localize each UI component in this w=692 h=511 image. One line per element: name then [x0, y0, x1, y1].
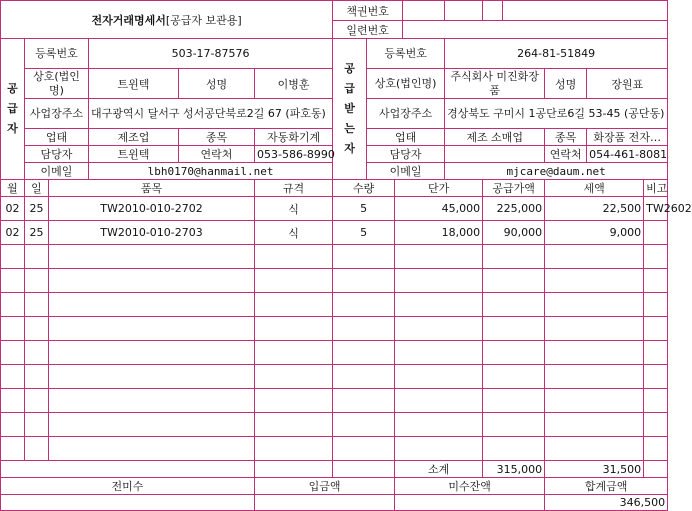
book-number-label: 책권번호 [333, 1, 403, 21]
subtotal-blank-3 [333, 461, 395, 478]
item-spec [255, 269, 333, 293]
supplier-email: lbh0170@hanmail.net [89, 163, 333, 180]
receiver-company: 주식회사 미진화장품 [445, 69, 545, 99]
receiver-phone-label: 연락처 [545, 146, 587, 163]
total-value: 346,500 [545, 495, 668, 511]
item-unit-price: 18,000 [395, 221, 483, 245]
item-product [49, 341, 255, 365]
receiver-manager-label: 담당자 [367, 146, 445, 163]
book-number-cell-1 [403, 1, 445, 21]
balance-label: 미수잔액 [395, 478, 545, 495]
footer-value-row [1, 495, 668, 511]
item-spec [255, 245, 333, 269]
receiver-phone: 054-461-8081 [587, 146, 668, 163]
supplier-address-label: 사업장주소 [25, 99, 89, 129]
col-month: 월 [1, 180, 25, 197]
supplier-reg-label: 등록번호 [25, 39, 89, 69]
item-unit-price [395, 413, 483, 437]
item-month: 02 [1, 197, 25, 221]
item-note [644, 293, 668, 317]
receiver-side-label: 공 급 받 는 자 [333, 39, 367, 180]
supplier-manager: 트윈텍 [89, 146, 179, 163]
item-supply [483, 341, 545, 365]
item-supply [483, 365, 545, 389]
supplier-phone-label: 연락처 [179, 146, 255, 163]
receiver-company-label: 상호(법인명) [367, 69, 445, 99]
item-row [1, 317, 668, 341]
total-label: 합계금액 [545, 478, 668, 495]
unpaid-value [1, 495, 255, 511]
receiver-item: 화장품 전자… [587, 129, 668, 146]
item-note [644, 341, 668, 365]
item-qty [333, 269, 395, 293]
item-unit-price [395, 269, 483, 293]
item-day: 25 [25, 221, 49, 245]
item-unit-price [395, 341, 483, 365]
subtotal-supply: 315,000 [483, 461, 545, 478]
item-row [1, 197, 668, 221]
supplier-reg-no: 503-17-87576 [89, 39, 333, 69]
col-spec: 규격 [255, 180, 333, 197]
paid-label: 입금액 [255, 478, 395, 495]
receiver-address: 경상북도 구미시 1공단로6길 53-45 (공단동) [445, 99, 668, 129]
item-tax: 9,000 [545, 221, 644, 245]
item-note [644, 413, 668, 437]
item-tax [545, 293, 644, 317]
item-qty [333, 341, 395, 365]
item-day [25, 389, 49, 413]
supplier-side-label: 공 급 자 [1, 39, 25, 180]
item-row [1, 389, 668, 413]
item-spec [255, 317, 333, 341]
book-number-cell-3 [483, 1, 503, 21]
item-product [49, 389, 255, 413]
item-tax [545, 245, 644, 269]
item-product [49, 365, 255, 389]
item-supply [483, 293, 545, 317]
supplier-business-label: 업태 [25, 129, 89, 146]
item-unit-price [395, 437, 483, 461]
supplier-manager-label: 담당자 [25, 146, 89, 163]
item-month [1, 269, 25, 293]
receiver-email: mjcare@daum.net [445, 163, 668, 180]
receiver-email-label: 이메일 [367, 163, 445, 180]
item-supply [483, 413, 545, 437]
item-note: TW2602 [644, 197, 668, 221]
item-day [25, 293, 49, 317]
items-header-row [1, 180, 668, 197]
book-number-rest [503, 1, 668, 21]
balance-value [395, 495, 545, 511]
item-note [644, 317, 668, 341]
supplier-item-label: 종목 [179, 129, 255, 146]
item-unit-price: 45,000 [395, 197, 483, 221]
item-supply [483, 317, 545, 341]
item-supply [483, 389, 545, 413]
item-month [1, 437, 25, 461]
item-row [1, 365, 668, 389]
item-row [1, 245, 668, 269]
receiver-business-label: 업태 [367, 129, 445, 146]
item-product [49, 245, 255, 269]
item-unit-price [395, 293, 483, 317]
paid-value [255, 495, 395, 511]
item-tax [545, 437, 644, 461]
item-supply [483, 437, 545, 461]
subtotal-blank-1 [1, 461, 255, 478]
receiver-business: 제조 소매업 [445, 129, 545, 146]
supplier-name: 이병훈 [255, 69, 333, 99]
item-spec [255, 341, 333, 365]
col-note: 비고 [644, 180, 668, 197]
item-month [1, 293, 25, 317]
unpaid-label: 전미수 [1, 478, 255, 495]
item-note [644, 437, 668, 461]
supplier-phone: 053-586-8990 [255, 146, 333, 163]
item-row [1, 221, 668, 245]
supplier-company: 트윈텍 [89, 69, 179, 99]
book-number-cell-2 [445, 1, 483, 21]
receiver-name-label: 성명 [545, 69, 587, 99]
col-supply: 공급가액 [483, 180, 545, 197]
col-qty: 수량 [333, 180, 395, 197]
col-tax: 세액 [545, 180, 644, 197]
col-day: 일 [25, 180, 49, 197]
item-product [49, 293, 255, 317]
receiver-item-label: 종목 [545, 129, 587, 146]
document-subtitle: [공급자 보관용] [165, 13, 242, 27]
item-product [49, 269, 255, 293]
item-supply [483, 245, 545, 269]
item-tax [545, 269, 644, 293]
receiver-reg-label: 등록번호 [367, 39, 445, 69]
item-spec [255, 293, 333, 317]
receiver-reg-no: 264-81-51849 [445, 39, 668, 69]
serial-number-label: 일련번호 [333, 21, 403, 39]
item-month [1, 245, 25, 269]
item-tax: 22,500 [545, 197, 644, 221]
item-unit-price [395, 317, 483, 341]
item-spec [255, 437, 333, 461]
item-day [25, 437, 49, 461]
item-qty [333, 317, 395, 341]
item-qty [333, 293, 395, 317]
supplier-company-label: 상호(법인명) [25, 69, 89, 99]
item-row [1, 413, 668, 437]
receiver-name: 장원표 [587, 69, 668, 99]
item-day [25, 341, 49, 365]
item-day [25, 317, 49, 341]
item-note [644, 245, 668, 269]
subtotal-row [1, 461, 668, 478]
item-note [644, 365, 668, 389]
col-product: 품목 [49, 180, 255, 197]
serial-number-value [403, 21, 668, 39]
item-month [1, 341, 25, 365]
item-supply: 225,000 [483, 197, 545, 221]
item-product [49, 437, 255, 461]
item-unit-price [395, 365, 483, 389]
subtotal-note [644, 461, 668, 478]
supplier-item: 자동화기계 [255, 129, 333, 146]
item-qty: 5 [333, 221, 395, 245]
item-note [644, 389, 668, 413]
receiver-manager [445, 146, 545, 163]
item-unit-price [395, 245, 483, 269]
item-tax [545, 389, 644, 413]
items-body [1, 197, 692, 461]
item-product [49, 413, 255, 437]
item-supply: 90,000 [483, 221, 545, 245]
subtotal-label: 소계 [395, 461, 483, 478]
item-note [644, 269, 668, 293]
item-spec [255, 389, 333, 413]
item-spec: 식 [255, 197, 333, 221]
footer-label-row [1, 478, 668, 495]
document-title: 전자거래명세서[공급자 보관용] [1, 1, 333, 39]
item-row [1, 269, 668, 293]
receiver-address-label: 사업장주소 [367, 99, 445, 129]
item-month [1, 413, 25, 437]
item-tax [545, 317, 644, 341]
item-spec [255, 365, 333, 389]
item-spec [255, 413, 333, 437]
item-tax [545, 341, 644, 365]
supplier-name-label: 성명 [179, 69, 255, 99]
item-day [25, 413, 49, 437]
item-day: 25 [25, 197, 49, 221]
item-qty [333, 365, 395, 389]
supplier-business: 제조업 [89, 129, 179, 146]
item-row [1, 293, 668, 317]
item-month [1, 317, 25, 341]
item-month [1, 365, 25, 389]
item-product: TW2010-010-2703 [49, 221, 255, 245]
item-tax [545, 365, 644, 389]
item-qty [333, 413, 395, 437]
item-qty: 5 [333, 197, 395, 221]
item-qty [333, 437, 395, 461]
item-supply [483, 269, 545, 293]
col-unit-price: 단가 [395, 180, 483, 197]
item-qty [333, 389, 395, 413]
item-month [1, 389, 25, 413]
item-tax [545, 413, 644, 437]
item-day [25, 269, 49, 293]
item-day [25, 245, 49, 269]
item-day [25, 365, 49, 389]
item-unit-price [395, 389, 483, 413]
item-product [49, 317, 255, 341]
item-month: 02 [1, 221, 25, 245]
item-product: TW2010-010-2702 [49, 197, 255, 221]
subtotal-tax: 31,500 [545, 461, 644, 478]
supplier-address: 대구광역시 달서구 성서공단북로2길 67 (파호동) [89, 99, 333, 129]
item-spec: 식 [255, 221, 333, 245]
item-qty [333, 245, 395, 269]
item-note [644, 221, 668, 245]
subtotal-blank-2 [255, 461, 333, 478]
item-row [1, 437, 668, 461]
item-row [1, 341, 668, 365]
supplier-email-label: 이메일 [25, 163, 89, 180]
